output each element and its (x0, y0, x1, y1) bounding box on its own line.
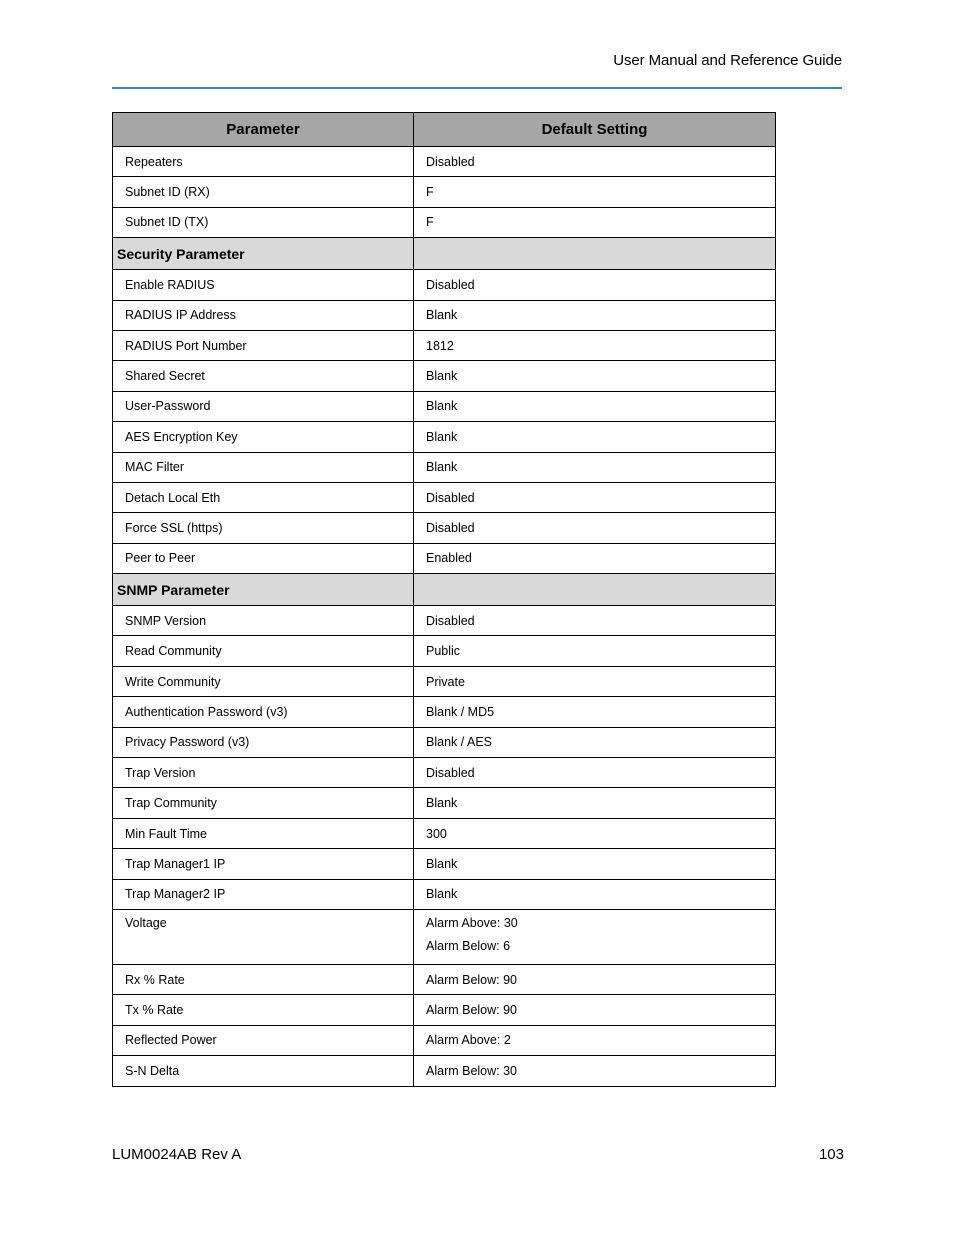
table-row (113, 995, 776, 1025)
default-setting-value: Private (426, 674, 465, 689)
default-setting-cell (414, 270, 776, 300)
parameter-name: Write Community (125, 674, 221, 689)
parameter-cell (113, 543, 414, 573)
section-title-cell (113, 238, 414, 270)
parameter-name: Enable RADIUS (125, 277, 215, 292)
table-row (113, 1056, 776, 1086)
table-row (113, 361, 776, 391)
parameter-cell (113, 666, 414, 696)
section-title-cell (113, 574, 414, 606)
parameter-cell (113, 818, 414, 848)
parameter-name: Trap Version (125, 765, 196, 780)
default-setting-value: F (426, 215, 434, 230)
default-setting-cell (414, 207, 776, 237)
default-setting-cell (414, 964, 776, 994)
default-setting-cell (414, 788, 776, 818)
table-row (113, 964, 776, 994)
table-row (113, 270, 776, 300)
table-row (113, 452, 776, 482)
default-setting-value: Blank (426, 429, 458, 444)
default-setting-cell (414, 636, 776, 666)
footer-doc-id: LUM0024AB Rev A (112, 1146, 242, 1163)
default-setting-value: Disabled (426, 490, 475, 505)
default-setting-value: Alarm Below: 90 (426, 1003, 518, 1018)
default-setting-value-secondary: Alarm Below: 6 (426, 938, 511, 953)
parameter-name: S-N Delta (125, 1063, 180, 1078)
parameter-cell (113, 513, 414, 543)
default-setting-cell (414, 879, 776, 909)
default-setting-cell (414, 452, 776, 482)
default-setting-cell (414, 1025, 776, 1055)
default-setting-value: Alarm Below: 30 (426, 1063, 518, 1078)
default-setting-cell (414, 727, 776, 757)
default-setting-cell (414, 391, 776, 421)
parameter-cell (113, 391, 414, 421)
table-row (113, 543, 776, 573)
default-setting-cell (414, 330, 776, 360)
table-header-row (113, 113, 776, 147)
table-row (113, 391, 776, 421)
parameter-cell (113, 452, 414, 482)
default-setting-value: F (426, 185, 434, 200)
section-empty-cell (414, 238, 776, 270)
parameter-cell (113, 330, 414, 360)
parameter-name: Trap Community (125, 796, 217, 811)
default-setting-cell (414, 361, 776, 391)
default-setting-cell (414, 849, 776, 879)
parameter-name: Peer to Peer (125, 551, 196, 566)
parameter-cell (113, 849, 414, 879)
parameter-name: Shared Secret (125, 369, 205, 384)
default-setting-cell (414, 300, 776, 330)
default-setting-cell (414, 909, 776, 964)
parameter-name: Subnet ID (RX) (125, 185, 210, 200)
column-header-default-setting: Default Setting (414, 113, 776, 147)
footer-page-number: 103 (818, 1146, 844, 1163)
table-row (113, 788, 776, 818)
parameter-cell (113, 697, 414, 727)
section-title: Security Parameter (117, 245, 245, 262)
table-row (113, 849, 776, 879)
header-title: User Manual and Reference Guide (613, 52, 842, 69)
default-setting-value: Enabled (426, 551, 472, 566)
table-row (113, 879, 776, 909)
parameter-cell (113, 964, 414, 994)
parameter-cell (113, 300, 414, 330)
default-setting-value: Disabled (426, 154, 475, 169)
default-setting-value: Blank (426, 887, 458, 902)
default-setting-cell (414, 697, 776, 727)
table-row (113, 636, 776, 666)
table-row (113, 513, 776, 543)
parameter-cell (113, 1056, 414, 1086)
default-setting-cell (414, 543, 776, 573)
default-setting-cell (414, 422, 776, 452)
parameter-name: Reflected Power (125, 1033, 217, 1048)
parameter-cell (113, 1025, 414, 1055)
default-setting-cell (414, 482, 776, 512)
default-setting-value: 1812 (426, 338, 454, 353)
parameter-name: Trap Manager1 IP (125, 856, 226, 871)
default-setting-cell (414, 606, 776, 636)
default-setting-value: Disabled (426, 277, 475, 292)
table-row (113, 909, 776, 964)
default-setting-value: Blank (426, 796, 458, 811)
table-row (113, 666, 776, 696)
parameter-name: Read Community (125, 644, 222, 659)
default-setting-cell (414, 666, 776, 696)
parameter-cell (113, 909, 414, 964)
default-setting-value: Blank (426, 856, 458, 871)
parameter-cell (113, 727, 414, 757)
parameter-name: RADIUS IP Address (125, 308, 236, 323)
default-setting-value: 300 (426, 826, 447, 841)
parameter-name: AES Encryption Key (125, 429, 238, 444)
parameter-name: RADIUS Port Number (125, 338, 247, 353)
parameter-name: MAC Filter (125, 460, 185, 475)
table-row (113, 422, 776, 452)
table-row (113, 727, 776, 757)
default-setting-cell (414, 995, 776, 1025)
parameter-cell (113, 606, 414, 636)
parameter-name: Voltage (125, 915, 167, 930)
table-row (113, 147, 776, 177)
default-setting-cell (414, 177, 776, 207)
parameter-name: Force SSL (https) (125, 520, 223, 535)
parameter-name: Privacy Password (v3) (125, 735, 250, 750)
default-setting-value: Blank (426, 399, 458, 414)
parameter-cell (113, 147, 414, 177)
header-divider (112, 87, 842, 89)
table-row (113, 207, 776, 237)
table-row (113, 1025, 776, 1055)
parameter-cell (113, 879, 414, 909)
parameter-name: Repeaters (125, 154, 183, 169)
section-header-row (113, 574, 776, 606)
table-row (113, 482, 776, 512)
parameter-name: Trap Manager2 IP (125, 887, 226, 902)
section-empty-cell (414, 574, 776, 606)
parameter-cell (113, 361, 414, 391)
parameter-cell (113, 788, 414, 818)
default-setting-cell (414, 758, 776, 788)
default-setting-cell (414, 513, 776, 543)
column-header-parameter: Parameter (113, 113, 414, 147)
default-setting-values (414, 910, 775, 953)
default-setting-value: Alarm Above: 2 (426, 1033, 511, 1048)
parameter-name: Authentication Password (v3) (125, 704, 288, 719)
parameter-name: Rx % Rate (125, 972, 185, 987)
default-setting-value: Blank (426, 308, 458, 323)
parameter-name: Detach Local Eth (125, 490, 221, 505)
section-title: SNMP Parameter (117, 581, 230, 598)
parameter-cell (113, 636, 414, 666)
table-row (113, 300, 776, 330)
section-header-row (113, 238, 776, 270)
table-row (113, 758, 776, 788)
default-setting-value: Blank / MD5 (426, 704, 495, 719)
parameter-name: SNMP Version (125, 613, 207, 628)
default-setting-value: Disabled (426, 765, 475, 780)
parameter-cell (113, 758, 414, 788)
table-row (113, 330, 776, 360)
table-row (113, 818, 776, 848)
parameter-name: Tx % Rate (125, 1003, 184, 1018)
default-setting-value: Alarm Below: 90 (426, 972, 518, 987)
parameter-table (112, 112, 776, 1087)
default-setting-value: Public (426, 644, 461, 659)
table-row (113, 606, 776, 636)
parameter-cell (113, 207, 414, 237)
default-setting-value: Disabled (426, 613, 475, 628)
default-setting-cell (414, 818, 776, 848)
parameter-cell (113, 482, 414, 512)
default-setting-value: Blank (426, 460, 458, 475)
default-setting-value: Disabled (426, 520, 475, 535)
parameter-cell (113, 177, 414, 207)
parameter-cell (113, 422, 414, 452)
parameter-cell (113, 270, 414, 300)
default-setting-cell (414, 1056, 776, 1086)
parameter-name: Min Fault Time (125, 826, 207, 841)
table-row (113, 697, 776, 727)
table-row (113, 177, 776, 207)
default-setting-cell (414, 147, 776, 177)
table-body (113, 147, 776, 1087)
default-setting-value: Blank (426, 369, 458, 384)
parameter-name: Subnet ID (TX) (125, 215, 209, 230)
parameter-cell (113, 995, 414, 1025)
default-setting-value: Blank / AES (426, 735, 493, 750)
default-setting-value: Alarm Above: 30 (426, 915, 518, 930)
parameter-name: User-Password (125, 399, 211, 414)
